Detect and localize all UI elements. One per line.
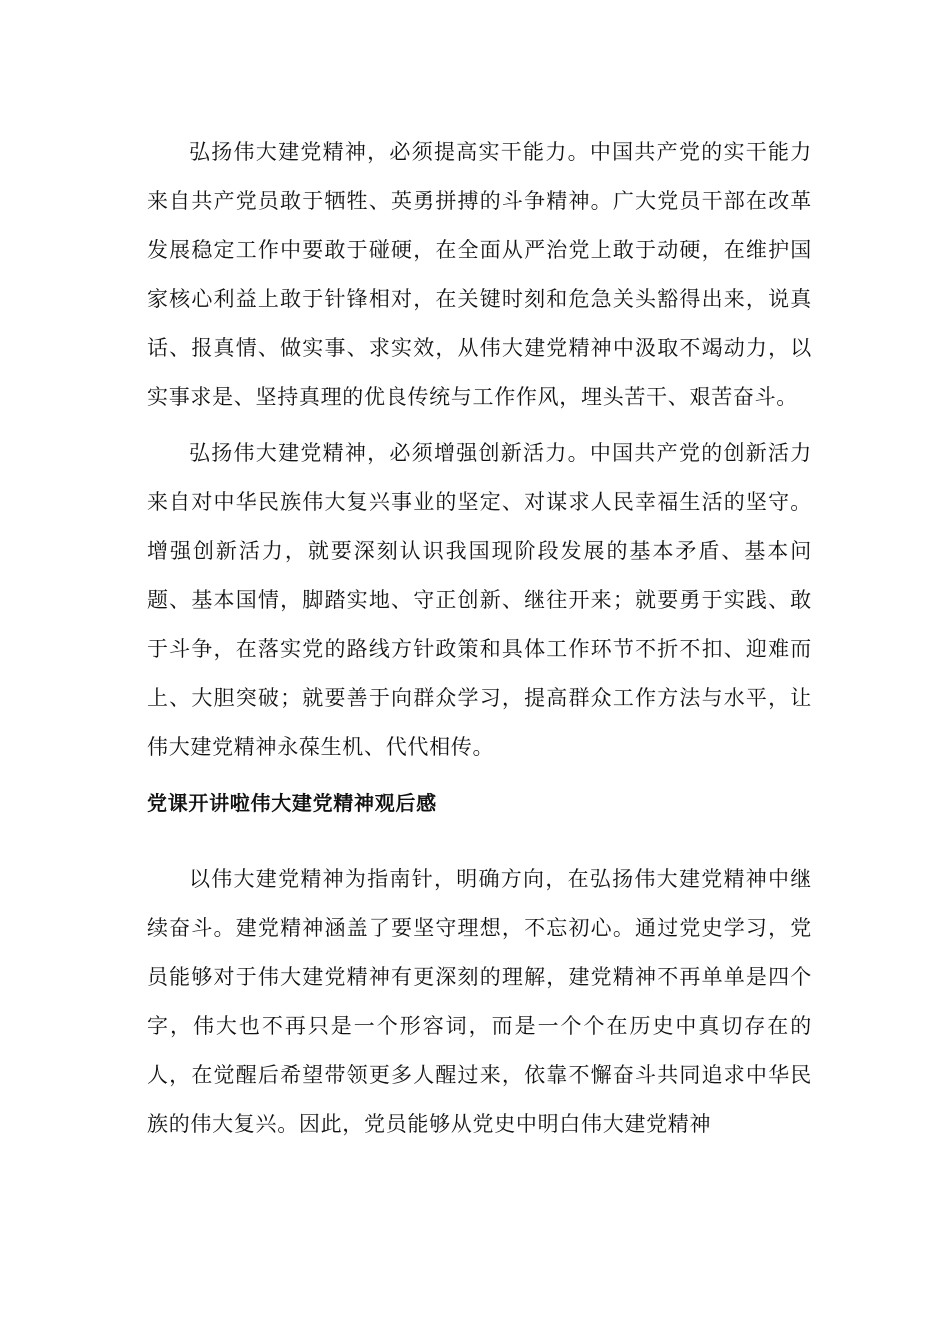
paragraph-reflection: 以伟大建党精神为指南针，明确方向，在弘扬伟大建党精神中继续奋斗。建党精神涵盖了要坚守理想，不忘初心。通过党史学习，党员能够对于伟大建党精神有更深刻的理解，建党精神不再单单是四个字，伟大也不再只是一个形容词，而是一个个在历史中真切存在的人，在觉醒后希望带领更多人醒过来，依靠不懈奋斗共同追求中华民族的伟大复兴。因此，党员能够从党史中明白伟大建党精神 bbox=[147, 867, 812, 1136]
paragraph-practical-ability: 弘扬伟大建党精神，必须提高实干能力。中国共产党的实干能力来自共产党员敢于牺牲、英勇拼搏的斗争精神。广大党员干部在改革发展稳定工作中要敢于碰硬，在全面从严治党上敢于动硬，在维护国家核心利益上敢于针锋相对，在关键时刻和危急关头豁得出来，说真话、报真情、做实事、求实效，从伟大建党精神中汲取不竭动力，以实事求是、坚持真理的优良传统与工作作风，埋头苦干、艰苦奋斗。 bbox=[147, 140, 812, 409]
document-body bbox=[147, 128, 812, 1156]
paragraph-innovation-vitality: 弘扬伟大建党精神，必须增强创新活力。中国共产党的创新活力来自对中华民族伟大复兴事业的坚定、对谋求人民幸福生活的坚守。增强创新活力，就要深刻认识我国现阶段发展的基本矛盾、基本问题、基本国情，脚踏实地、守正创新、继往开来；就要勇于实践、敢于斗争，在落实党的路线方针政策和具体工作环节不折不扣、迎难而上、大胆突破；就要善于向群众学习，提高群众工作方法与水平，让伟大建党精神永葆生机、代代相传。 bbox=[147, 441, 812, 759]
section-heading: 党课开讲啦伟大建党精神观后感 bbox=[147, 791, 437, 815]
